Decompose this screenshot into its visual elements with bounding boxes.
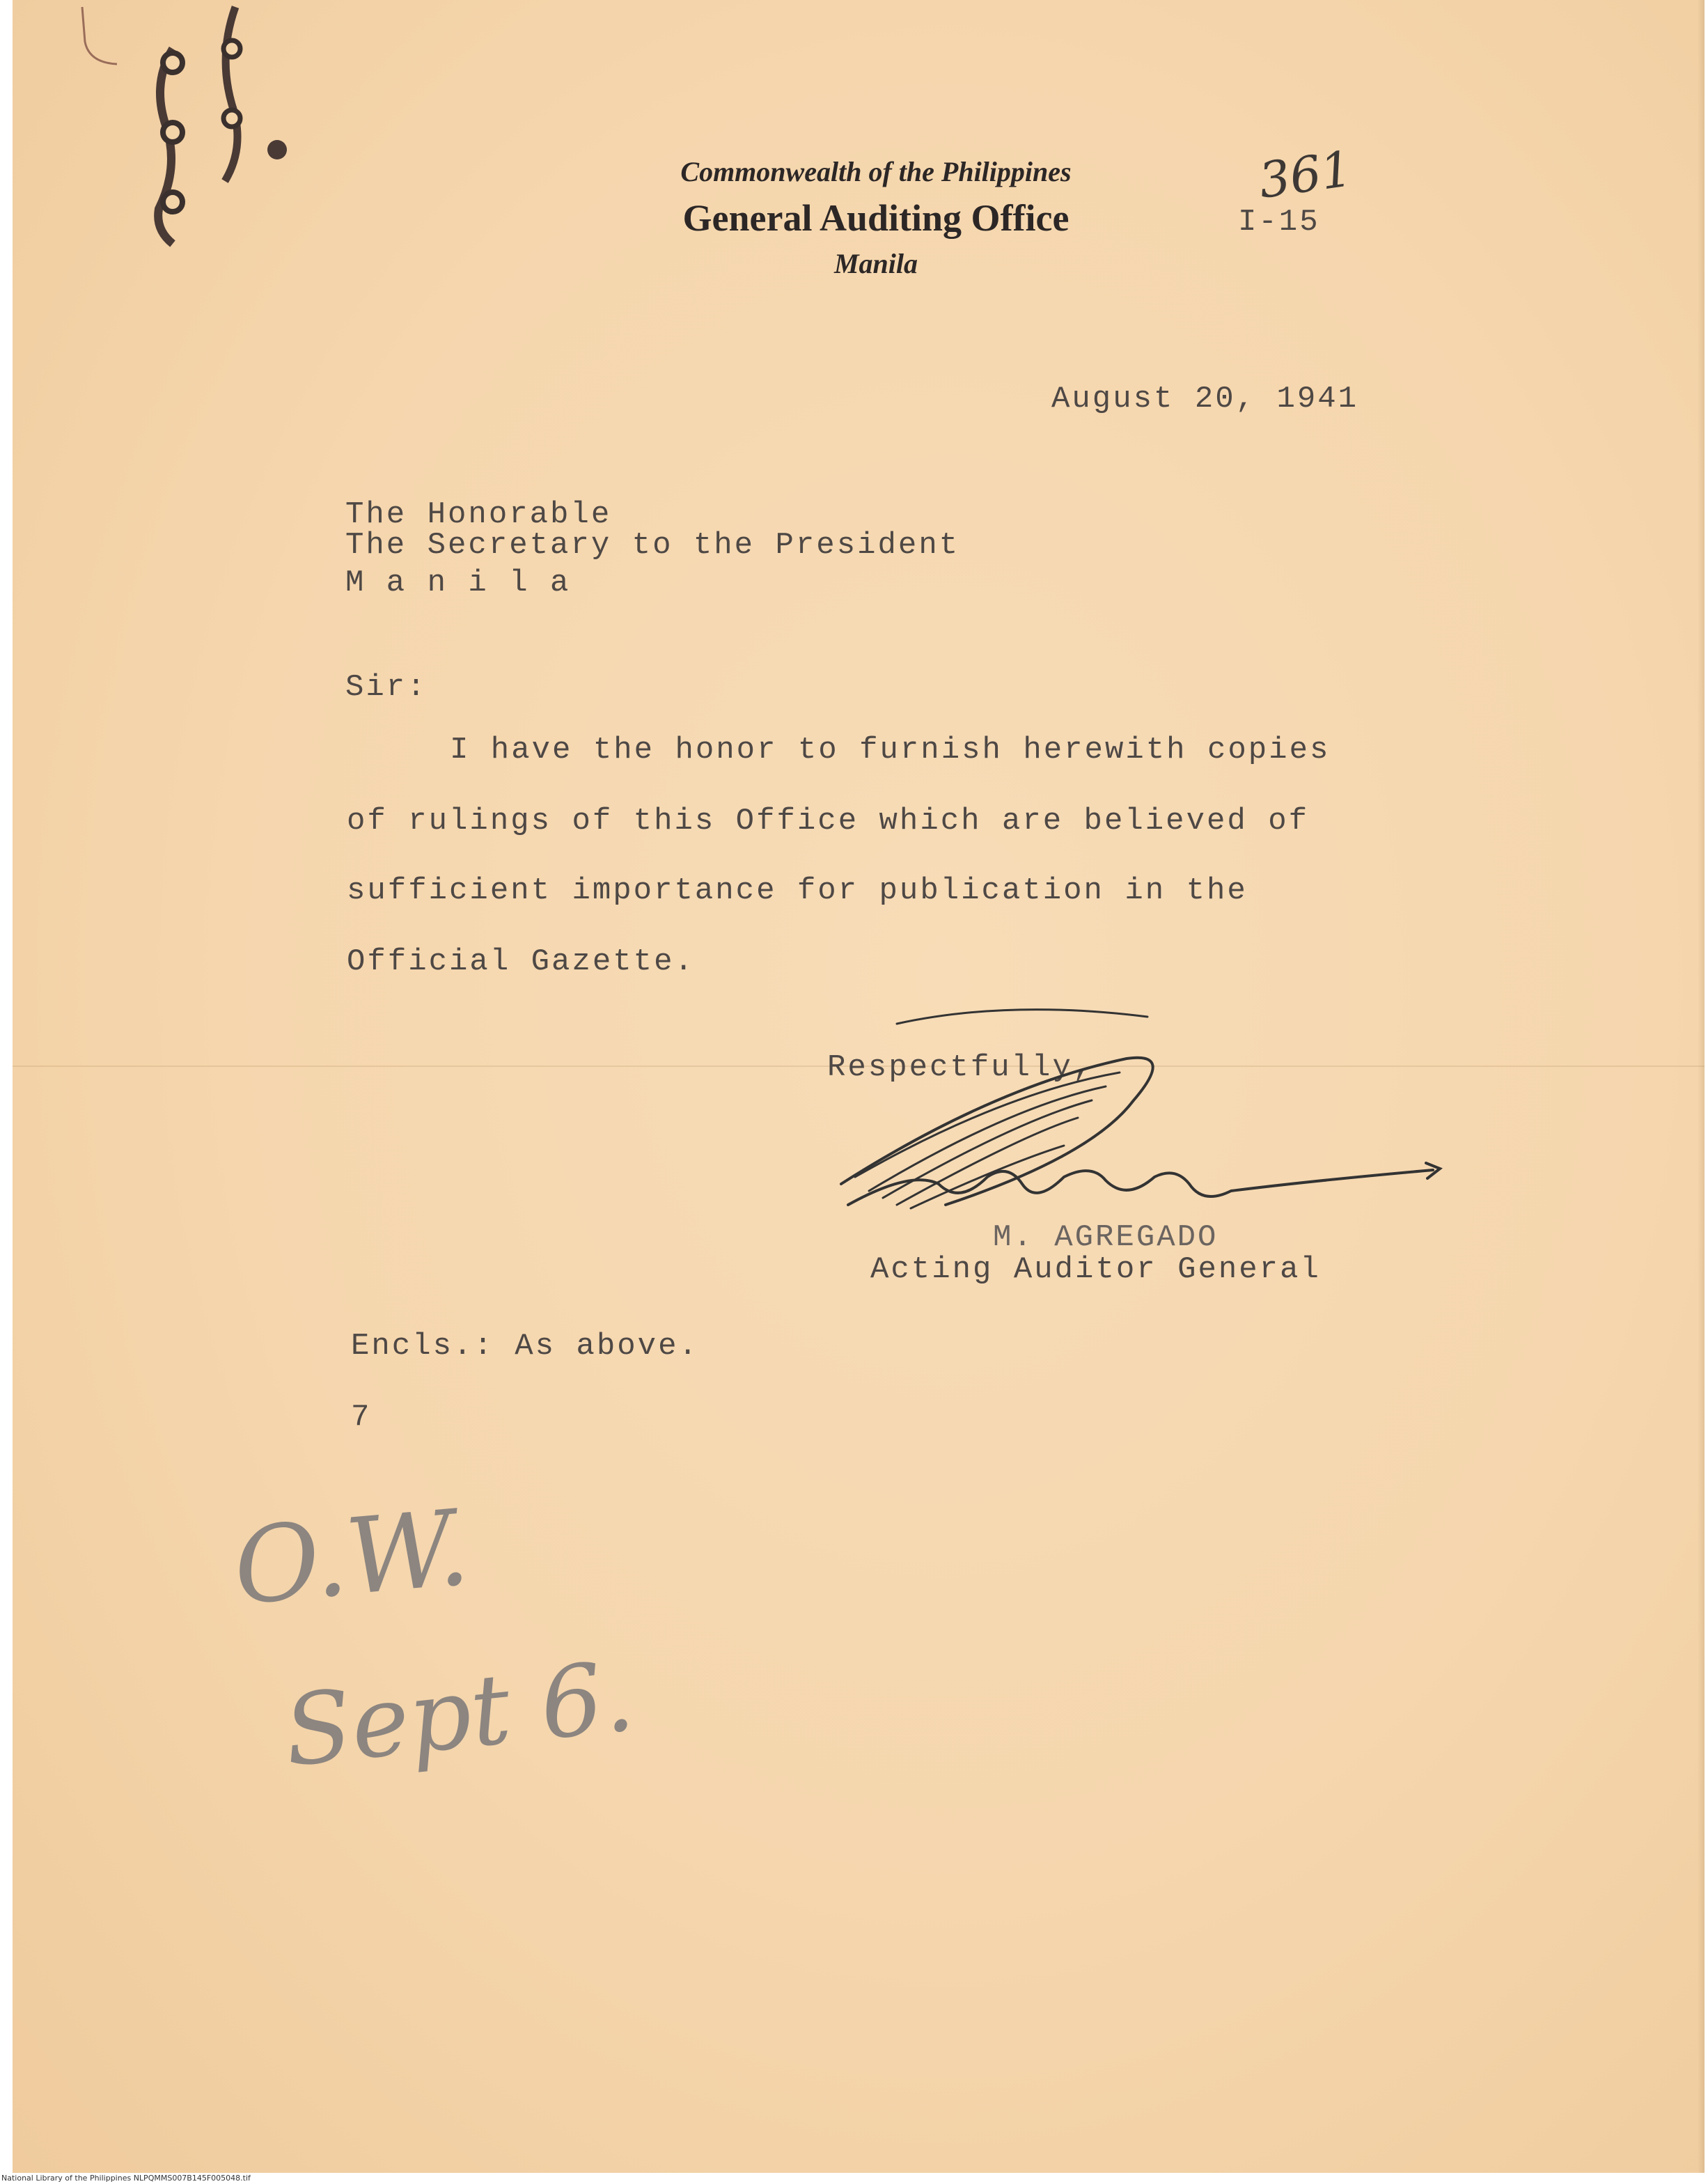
letterhead-office: General Auditing Office xyxy=(682,197,1070,239)
body-line: of rulings of this Office which are believed of xyxy=(347,804,1310,838)
signatory-title: Acting Auditor General xyxy=(870,1252,1321,1287)
enclosures-note: Encls.: As above. xyxy=(351,1329,699,1364)
file-code: I-15 xyxy=(1238,205,1320,240)
document-page xyxy=(13,0,1705,2173)
letterhead xyxy=(535,152,1217,284)
footer-strip xyxy=(0,2173,1708,2184)
recipient-honorific: The Honorable xyxy=(345,497,612,532)
handwritten-signature xyxy=(827,1003,1482,1254)
body-line: sufficient importance for publication in the xyxy=(347,873,1248,908)
letter-date: August 20, 1941 xyxy=(1051,382,1359,416)
initial-number: 7 xyxy=(351,1400,372,1435)
recipient-title: The Secretary to the President xyxy=(345,528,960,563)
pencil-note-date: Sept 6. xyxy=(279,1639,639,1789)
letterhead-city: Manila xyxy=(833,248,918,279)
page-edge-shadow xyxy=(1698,0,1705,2173)
salutation: Sir: xyxy=(345,670,428,705)
archive-footer: National Library of the Philippines NLPQMMS007B145F005048.tif xyxy=(1,2174,251,2183)
body-line: I have the honor to furnish herewith copies xyxy=(450,733,1331,767)
pencil-note-initials: O.W. xyxy=(229,1487,474,1629)
recipient-city: M a n i l a xyxy=(345,566,571,600)
binder-hole-marks xyxy=(75,0,312,265)
body-line: Official Gazette. xyxy=(347,944,695,979)
closing: Respectfully, xyxy=(827,1050,1094,1085)
letterhead-government: Commonwealth of the Philippines xyxy=(680,156,1072,187)
signatory-name: M. AGREGADO xyxy=(993,1220,1219,1255)
handwritten-file-number: 361 xyxy=(1255,140,1356,210)
